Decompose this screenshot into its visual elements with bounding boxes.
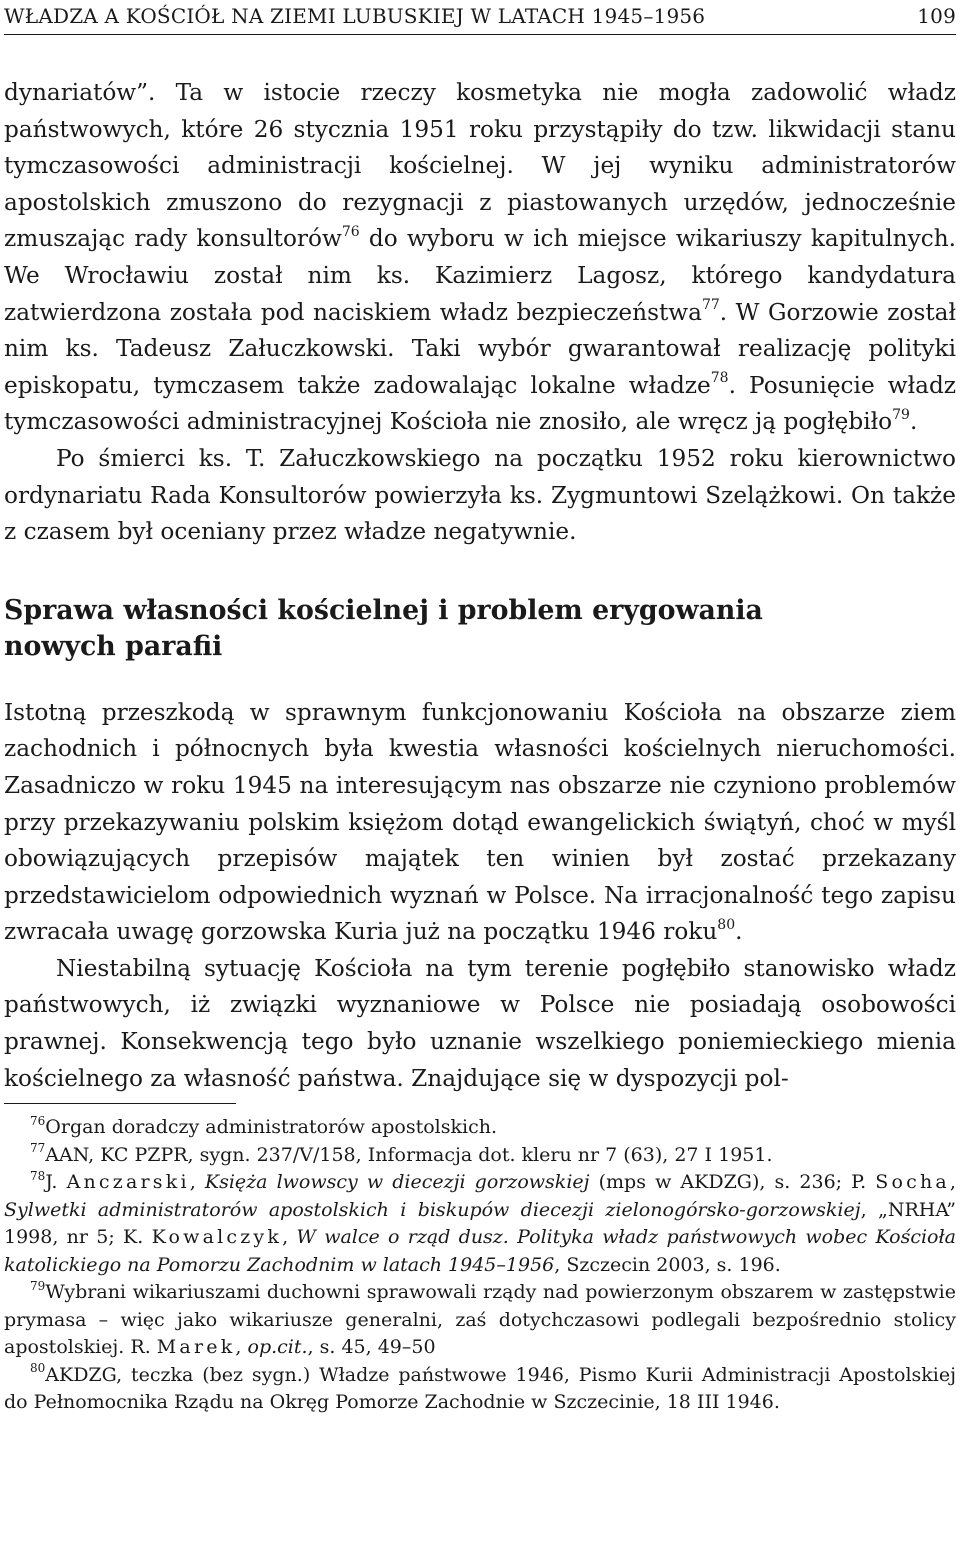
- text-run: .: [735, 918, 743, 946]
- footnote-ref-79[interactable]: 79: [892, 406, 910, 423]
- paragraph: Po śmierci ks. T. Załuczkowskiego na początku 1952 roku kierownictwo ordynariatu Rada Konsultorów powierzyła ks. Zygmuntowi Szelążkowi. On także z czasem był oceniany przez władze negatywnie.: [4, 444, 956, 546]
- section-heading-line: nowych parafii: [4, 630, 223, 662]
- footnote-number: 80: [30, 1361, 46, 1376]
- footnote-text: ,: [189, 1171, 205, 1194]
- author-name: Kowalczyk: [151, 1226, 283, 1249]
- footnote-78: [4, 1169, 956, 1279]
- footnote-text: ,: [949, 1171, 956, 1194]
- text-run: dynariatów”. Ta w istocie rzeczy kosmetyka nie mogła zadowolić władz państwowych, które 26 stycznia 1951 roku przystąpiły do tzw. likwidacji stanu tymczasowości administracji kościelnej. W jej wyniku administratorów apostolskich zmuszono do rezygnacji z piastowanych urzędów, jednocześnie zmuszając rady konsultorów: [4, 79, 956, 253]
- footnote-text: , „NRHA” 1998, nr 5; K.: [4, 1198, 956, 1249]
- footnote-number: 77: [30, 1141, 46, 1156]
- running-title: WŁADZA A KOŚCIÓŁ NA ZIEMI LUBUSKIEJ W LATACH 1945–1956: [4, 4, 706, 28]
- footnote-ref-78[interactable]: 78: [710, 370, 729, 387]
- document-page: [4, 0, 956, 1417]
- author-name: Anczarski: [66, 1171, 190, 1194]
- footnote-number: 78: [30, 1168, 46, 1183]
- footnote-76: [4, 1114, 956, 1142]
- paragraph: Niestabilną sytuację Kościoła na tym terenie pogłębiło stanowisko władz państwowych, iż związki wyznaniowe w Polsce nie posiadają osobowości prawnej. Konsekwencją tego było uznanie wszelkiego poniemieckiego mienia kościelnego za własność państwa. Znajdujące się w dyspozycji pol-: [4, 954, 956, 1092]
- footnote-text: AAN, KC PZPR, sygn. 237/V/158, Informacja dot. kleru nr 7 (63), 27 I 1951.: [45, 1143, 773, 1166]
- footnote-text: Wybrani wikariuszami duchowni sprawowali rządy nad powierzonym obszarem w zastępstwie prymasa – więc jako wikariusze generalni, zaś dotychczasowi podlegali bezpośrednio stolicy apostolskiej. R.: [4, 1281, 956, 1359]
- text-run: Istotną przeszkodą w sprawnym funkcjonowaniu Kościoła na obszarze ziem zachodnich i północnych była kwestia własności kościelnych nieruchomości. Zasadniczo w roku 1945 na interesującym nas obszarze nie czyniono problemów przy przekazywaniu polskim księżom dotąd ewangelickich świątyń, choć w myśl obowiązujących przepisów majątek ten winien był zostać przekazany przedstawicielom odpowiednich wyznań w Polsce. Na irracjonalność tego zapisu zwracała uwagę gorzowska Kuria już na początku 1946 roku: [4, 698, 956, 946]
- running-header: [4, 4, 956, 35]
- text-run: .: [909, 408, 918, 436]
- paragraph: [4, 695, 956, 951]
- footnote-text: J.: [45, 1171, 67, 1194]
- text-run: . Posunięcie władz tymczasowości administracyjnej Kościoła nie znosiło, ale wręcz ją pogłębiło: [4, 371, 957, 436]
- footnote-text: ,: [282, 1226, 297, 1249]
- text-run: do wyboru w ich miejsce wikariuszy kapitulnych. We Wrocławiu został nim ks. Kazimierz Lagosz, którego kandydatura zatwierdzona została pod naciskiem władz bezpieczeństwa: [4, 225, 957, 326]
- footnote-text: Organ doradczy administratorów apostolskich.: [45, 1116, 497, 1139]
- footnote-text: ,: [235, 1336, 248, 1359]
- page-number: 109: [917, 4, 956, 28]
- main-text: [4, 75, 956, 1097]
- section-heading: [4, 593, 956, 665]
- footnote-number: 76: [30, 1113, 46, 1128]
- paragraph: [4, 75, 956, 441]
- footnote-text: , s. 45, 49–50: [307, 1336, 436, 1359]
- work-title: Sylwetki administratorów apostolskich i biskupów diecezji zielonogórsko-gorzowskiej: [4, 1198, 861, 1221]
- footnote-text: (mps w AKDZG), s. 236; P.: [589, 1171, 876, 1194]
- footnote-number: 79: [30, 1278, 46, 1293]
- footnote-80: [4, 1362, 956, 1417]
- footnote-79: [4, 1279, 956, 1362]
- footnotes: [4, 1114, 956, 1417]
- author-name: Socha: [875, 1171, 950, 1194]
- footnote-ref-76[interactable]: 76: [341, 223, 360, 240]
- author-name: Marek: [156, 1336, 236, 1359]
- footnote-ref-77[interactable]: 77: [701, 296, 720, 313]
- section-heading-line: Sprawa własności kościelnej i problem erygowania: [4, 594, 763, 626]
- text-run: . W Gorzowie został nim ks. Tadeusz Załuczkowski. Taki wybór gwarantował realizację polityki episkopatu, tymczasem także zadowalając lokalne władze: [4, 298, 956, 399]
- footnote-77: [4, 1142, 956, 1170]
- work-title: W walce o rząd dusz. Polityka władz państwowych wobec Kościoła katolickiego na Pomorzu Zachodnim w latach 1945–1956: [4, 1226, 956, 1276]
- citation-abbrev: op.cit.: [247, 1336, 308, 1359]
- footnote-ref-80[interactable]: 80: [717, 916, 736, 933]
- footnote-text: AKDZG, teczka (bez sygn.) Władze państwowe 1946, Pismo Kurii Administracji Apostolskiej do Pełnomocnika Rządu na Okręg Pomorze Zachodnie w Szczecinie, 18 III 1946.: [4, 1363, 956, 1414]
- footnote-divider: [4, 1103, 236, 1104]
- footnote-text: , Szczecin 2003, s. 196.: [554, 1253, 781, 1276]
- work-title: Księża lwowscy w diecezji gorzowskiej: [204, 1171, 590, 1194]
